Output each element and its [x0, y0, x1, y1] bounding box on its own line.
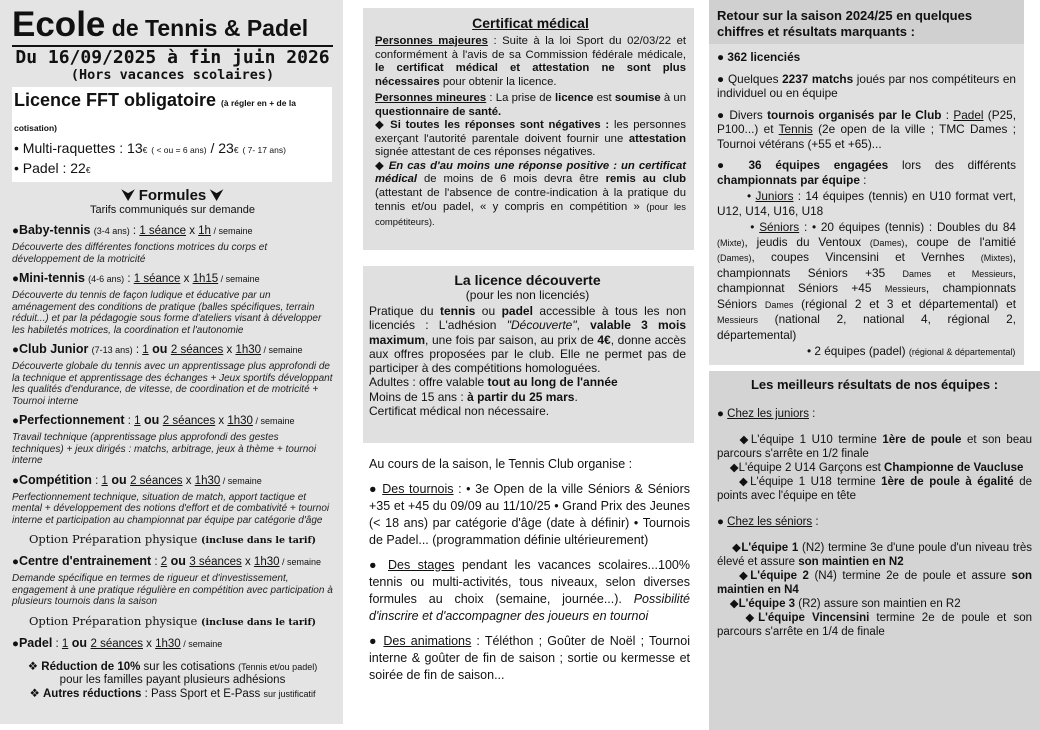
bullet-icon: ●: [369, 558, 388, 572]
bullet-icon: ●: [717, 71, 728, 86]
chevron-down-icon: ⮟: [206, 187, 224, 204]
formule-description: Découverte globale du tennis avec un apprentissage plus approfondi de la technique et apprentissage des échanges + Jeux sportifs développant les qualités d'endurance, de vitesse, de coordination et de motricité + Tournoi interne: [12, 361, 333, 407]
resultat-senior: ◆L'équipe 2 (N4) termine 2e de poule et assure son maintien en N4: [717, 570, 1032, 596]
formule-competition: ●Compétition : 1 ou 2 séances x 1h30 / semaine: [12, 472, 262, 487]
decouverte-text: Pratique du tennis ou padel accessible à tous les non licenciés : L'adhésion "Découverte", valable 3 mois maximum, une fois par saison, au prix de 4€, donne accès aux offres proposées par le club. Elle ne permet pas de participer à des compétitions homologuées. Adultes : offre valable tout au long de l'année Moins de 15 ans : à partir du 25 mars. Certificat médical non nécessaire.: [369, 304, 687, 419]
formule-baby-tennis: ●Baby-tennis (3-4 ans) : 1 séance x 1h / semaine: [12, 223, 253, 237]
formules-heading: ⮟ Formules ⮟: [121, 187, 224, 204]
formule-padel: ●Padel : 1 ou 2 séances x 1h30 / semaine: [12, 635, 223, 650]
tarifs-note: Tarifs communiqués sur demande: [89, 204, 256, 216]
stages-item: ● Des stages pendant les vacances scolaires...100% tennis ou multi-activités, tous niveaux, selon diverses formules au choix (semaine, journée...). Possibilité d'inscrire et d'accompagner des joueurs en tournoi: [369, 558, 690, 623]
personnes-mineures: Personnes mineures : La prise de licence est soumise à un questionnaire de santé. ◆ Si toutes les réponses sont négatives : les personnes exerçant l'autorité parentale doivent fournir une attestation signée attestant de ces réponses négatives. ◆ En cas d'au moins une réponse positive : un certificat médical de moins de 6 mois devra être remis au club (attestant de l'absence de contre-indication à la pratique du tennis et/ou padel, « y compris en compétition » (pour les compétiteurs).: [375, 92, 686, 227]
bullet-icon: ●: [717, 408, 728, 420]
option-preparation: Option Préparation physique (incluse dans le tarif): [28, 532, 317, 546]
formule-club-junior: ●Club Junior (7-13 ans) : 1 ou 2 séances x 1h30 / semaine: [12, 342, 303, 356]
season-dates-note: (Hors vacances scolaires): [70, 67, 275, 83]
resultat-junior: ◆L'équipe 2 U14 Garçons est Championne de Vaucluse: [729, 462, 1024, 474]
column-infos: [363, 0, 694, 724]
resultat-senior: ◆L'équipe 3 (R2) assure son maintien en R2: [729, 598, 961, 610]
bullet-icon: ●: [717, 158, 749, 172]
resultat-senior: ◆L'équipe Vincensini termine 2e de poule et son parcours s'arrête en 1/4 de finale: [717, 612, 1032, 638]
main-title: Ecole de Tennis & Padel: [12, 5, 309, 44]
chez-seniors-heading: ● Chez les séniors :: [717, 516, 819, 528]
diamond-icon: ◆: [729, 462, 739, 474]
formule-description: Perfectionnement technique, situation de match, apport tactique et mental + développement des notions d'effort et de combativité + tournoi interne et participation au championnat par équipe par catégorie d'âge: [12, 491, 330, 526]
diamond-icon: ◆: [375, 159, 389, 172]
animations-item: ● Des animations : Téléthon ; Goûter de Noël ; Tournoi interne & goûter de fin de saison ; sortie ou kermesse et soirée de fin de saison...: [369, 634, 690, 682]
formule-centre-entrainement: ●Centre d'entrainement : 2 ou 3 séances x 1h30 / semaine: [12, 554, 322, 568]
licence-padel: • Padel : 22€: [14, 160, 91, 176]
diamond-icon: ◆: [729, 598, 739, 610]
organisation-intro: Au cours de la saison, le Tennis Club organise :: [369, 457, 633, 471]
licence-multi: • Multi-raquettes : 13€ ( < ou = 6 ans) / 23€ ( 7- 17 ans): [14, 140, 286, 156]
resultat-junior: ◆L'équipe 1 U10 termine 1ère de poule et son beau parcours s'arrête en 1/2 finale: [717, 434, 1033, 460]
equipes-engagees: ● 36 équipes engagées lors des différents championnats par équipe :: [717, 158, 1016, 187]
column-formules: [0, 0, 343, 724]
formule-description: Découverte des différentes fonctions motrices du corps et développement de la motricité: [12, 242, 268, 265]
diamond-icon: ❖: [27, 660, 42, 673]
licence-decouverte-box: [363, 266, 694, 443]
formule-description: Travail technique (apprentissage plus approfondi des gestes techniques) + jeux dirigés : matchs, arbitrage, jeux à thème + tournoi interne: [12, 432, 317, 466]
column-retour-saison: [709, 0, 1033, 724]
retour-title: Retour sur la saison 2024/25 en quelques chiffres et résultats marquants :: [709, 0, 1024, 44]
certificat-medical-box: [363, 8, 694, 250]
diamond-icon: ◆: [731, 542, 742, 554]
bullet-icon: ●: [369, 634, 384, 648]
bullet-icon: ●: [12, 273, 19, 285]
formule-mini-tennis: ●Mini-tennis (4-6 ans) : 1 séance x 1h15 / semaine: [12, 271, 260, 285]
organisation-section: [369, 456, 690, 692]
equipes-juniors: • Juniors : 14 équipes (tennis) en U10 format vert, U12, U14, U16, U18: [717, 189, 1016, 218]
equipes-seniors: • Séniors : • 20 équipes (tennis) : Doubles du 84 (Mixte), jeudis du Ventoux (Dames), coupe de l'amitié (Dames), coupes Vincensini et Vernhes (Mixtes), championnats Séniors +35 Dames et Messieurs, championnat Séniors +45 Messieurs, championnats Séniors Dames (régional 2 et 3 et départemental) et Messieurs (national 2, national 4, régional 2, départemental): [717, 220, 1016, 342]
formule-description: Demande spécifique en termes de rigueur et d'investissement, engagement à une pratique régulière en compétition avec participation à plusieurs tournois dans la saison: [12, 573, 333, 607]
bullet-icon: ●: [717, 107, 730, 122]
bullet-icon: ●: [12, 474, 19, 487]
bullet-icon: ●: [12, 344, 19, 356]
bullet-icon: ●: [717, 516, 728, 528]
bullet-icon: ●: [369, 482, 383, 496]
diamond-icon: ◆: [745, 612, 759, 624]
season-dates: Du 16/09/2025 à fin juin 2026: [15, 47, 330, 68]
bullet-icon: ●: [12, 225, 19, 237]
meilleurs-resultats-box: [709, 371, 1040, 730]
bullet-icon: ●: [12, 637, 19, 650]
licence-title: Licence FFT obligatoire (à régler en + de la cotisation): [14, 90, 296, 133]
bullet-icon: ●: [717, 50, 728, 64]
formule-perfectionnement: ●Perfectionnement : 1 ou 2 séances x 1h30 / semaine: [12, 413, 295, 427]
tournois-organises: ● Divers tournois organisés par le Club : Padel (P25, P100...) et Tennis (2e open de la ville ; TMC Dames ; Tournoi vétérans (+55 et +65)...: [717, 107, 1016, 151]
tournois-item: ● Des tournois : • 3e Open de la ville Séniors & Séniors +35 et +45 du 09/09 au 11/10/25 • Grand Prix des Jeunes (< 18 ans) par catégorie d'âge (date à définir) • Tournois de Padel... (programmation définie ultérieurement): [369, 482, 690, 547]
resultat-junior: ◆L'équipe 1 U18 termine 1ère de poule à égalité de points avec l'équipe en tête: [717, 476, 1032, 502]
formule-description: Découverte du tennis de façon ludique et éducative par un aménagement des conditions de pratique (balles spécifiques, terrain réduit...) et par la pédagogie sous forme d'ateliers visant à développer les habiletés motrices, la coordination et l'autonomie: [12, 290, 322, 336]
bullet-icon: ●: [12, 415, 19, 427]
certificat-title: Certificat médical: [472, 15, 589, 31]
personnes-majeures: Personnes majeures : Suite à la loi Sport du 02/03/22 et conformément à l'avis de sa Commission fédérale médicale, le certificat médical et attestation ne sont plus nécessaires pour obtenir la licence.: [375, 35, 686, 88]
diamond-icon: ❖: [29, 687, 43, 700]
licencies-count: ● 362 licenciés: [717, 50, 801, 64]
diamond-icon: ◆: [375, 119, 391, 131]
reduction-note: ❖ Réduction de 10% sur les cotisations (Tennis et/ou padel) pour les familles payant plusieurs adhésions ❖ Autres réductions : Pass Sport et E-Pass sur justificatif: [27, 660, 318, 700]
diamond-icon: ◆: [739, 570, 751, 582]
meilleurs-resultats-title: Les meilleurs résultats de nos équipes :: [750, 377, 999, 392]
licence-box: [12, 87, 332, 182]
option-preparation: Option Préparation physique (incluse dans le tarif): [28, 613, 317, 628]
equipes-padel: • 2 équipes (padel) (régional & départemental): [807, 344, 1016, 358]
bullet-icon: ●: [12, 556, 19, 568]
decouverte-subtitle: (pour les non licenciés): [465, 288, 590, 302]
diamond-icon: ◆: [739, 434, 751, 446]
chevron-down-icon: ⮟: [121, 187, 139, 204]
resultat-senior: ◆L'équipe 1 (N2) termine 3e d'une poule d'un niveau très élevé et assure son maintien en N2: [717, 542, 1032, 568]
chez-juniors-heading: ● Chez les juniors :: [717, 408, 816, 420]
diamond-icon: ◆: [739, 476, 751, 488]
decouverte-title: La licence découverte: [454, 272, 601, 288]
matchs-count: ● Quelques 2237 matchs joués par nos compétiteurs en individuel ou en équipe: [717, 71, 1016, 100]
retour-saison-box: [709, 0, 1024, 365]
